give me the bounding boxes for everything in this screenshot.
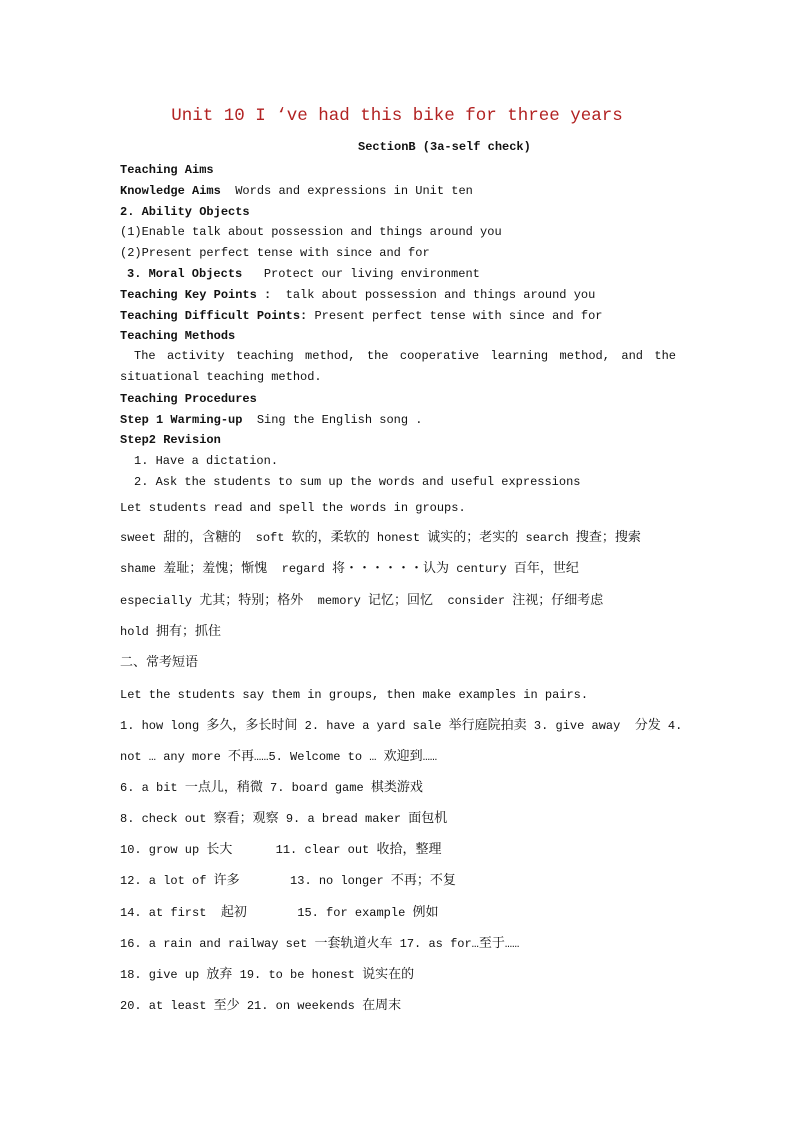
word-line-3: especially 尤其；特别；格外 memory 记忆；回忆 consider 注视；仔细考虑 <box>120 593 604 608</box>
phrase-line-3: 6. a bit 一点儿，稍微 7. board game 棋类游戏 <box>120 780 423 795</box>
word-line-1: sweet 甜的，含糖的 soft 软的，柔软的 honest 诚实的；老实的 search 搜查；搜索 <box>120 530 641 545</box>
key-points-text: talk about possession and things around you <box>285 288 596 302</box>
knowledge-aims-line <box>120 183 473 199</box>
step2-item-1: 1. Have a dictation. <box>134 454 279 468</box>
ability-objective-2: (2)Present perfect tense with since and for <box>120 246 430 260</box>
phrase-line-1: 1. how long 多久，多长时间 2. have a yard sale 举行庭院拍卖 3. give away 分发 4. <box>120 718 683 733</box>
step1-text: Sing the English song . <box>256 413 423 427</box>
step2-item-2: 2. Ask the students to sum up the words and useful expressions <box>134 475 581 489</box>
moral-objects-line <box>127 266 480 282</box>
difficult-points-text: Present perfect tense with since and for <box>314 309 603 323</box>
key-points-line <box>120 287 595 303</box>
teaching-methods-heading: Teaching Methods <box>120 329 236 343</box>
phrase-line-5: 10. grow up 长大 11. clear out 收拾，整理 <box>120 842 442 857</box>
teaching-methods-text: The activity teaching method, the cooperative learning method, and the situational teaching method. <box>120 349 676 384</box>
teaching-procedures-heading: Teaching Procedures <box>120 392 257 406</box>
ability-objects-label: 2. Ability Objects <box>120 205 250 219</box>
teaching-aims-heading: Teaching Aims <box>120 163 214 177</box>
phrase-line-10: 20. at least 至少 21. on weekends 在周末 <box>120 998 402 1013</box>
step1-label: Step 1 Warming-up <box>120 413 243 427</box>
phrase-line-2: not … any more 不再……5. Welcome to … 欢迎到…… <box>120 749 438 764</box>
section-subtitle: SectionB (3a-self check) <box>358 140 531 154</box>
ability-objective-1: (1)Enable talk about possession and things around you <box>120 225 502 239</box>
phrases-intro: Let the students say them in groups, then make examples in pairs. <box>120 688 589 702</box>
moral-objects-text: Protect our living environment <box>263 267 480 281</box>
difficult-points-label: Teaching Difficult Points: <box>120 309 308 323</box>
knowledge-aims-label: Knowledge Aims <box>120 184 221 198</box>
phrase-line-6: 12. a lot of 许多 13. no longer 不再；不复 <box>120 873 456 888</box>
phrases-heading: 二、常考短语 <box>120 655 199 670</box>
step2-label: Step2 Revision <box>120 433 221 447</box>
step1-line <box>120 412 422 428</box>
key-points-label: Teaching Key Points : <box>120 288 272 302</box>
word-line-2: shame 羞耻；羞愧；惭愧 regard 将・・・・・・认为 century 百年，世纪 <box>120 561 579 576</box>
words-intro: Let students read and spell the words in groups. <box>120 501 466 515</box>
page-title: Unit 10 I ‘ve had this bike for three years <box>171 106 623 126</box>
phrase-line-7: 14. at first 起初 15. for example 例如 <box>120 905 439 920</box>
phrase-line-8: 16. a rain and railway set 一套轨道火车 17. as for…至于…… <box>120 936 520 951</box>
knowledge-aims-text: Words and expressions in Unit ten <box>235 184 473 198</box>
word-line-4: hold 拥有；抓住 <box>120 624 222 639</box>
difficult-points-line <box>120 308 602 324</box>
moral-objects-label: 3. Moral Objects <box>127 267 243 281</box>
phrase-line-9: 18. give up 放弃 19. to be honest 说实在的 <box>120 967 415 982</box>
phrase-line-4: 8. check out 察看；观察 9. a bread maker 面包机 <box>120 811 448 826</box>
